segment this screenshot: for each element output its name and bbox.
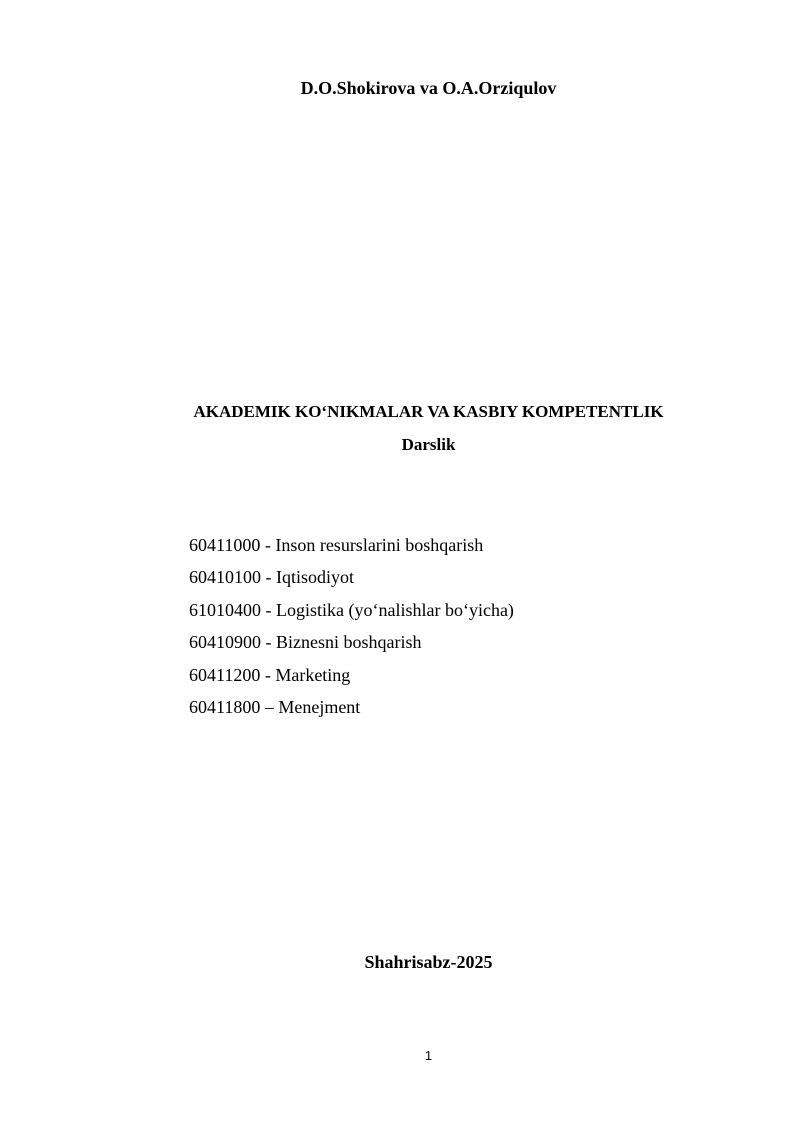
program-item: 60411200 - Marketing bbox=[189, 664, 351, 685]
document-subtitle: Darslik bbox=[401, 435, 456, 454]
page-number: 1 bbox=[424, 1048, 433, 1063]
program-list bbox=[189, 529, 514, 723]
city-year: Shahrisabz-2025 bbox=[364, 952, 493, 972]
document-title: AKADEMIK KO‘NIKMALAR VA KASBIY KOMPETENTLIK bbox=[193, 402, 664, 421]
program-item: 60410100 - Iqtisodiyot bbox=[189, 567, 354, 588]
program-item: 60410900 - Biznesni boshqarish bbox=[189, 632, 422, 653]
program-item: 60411000 - Inson resurslarini boshqarish bbox=[189, 535, 484, 555]
program-item: 60411800 – Menejment bbox=[189, 696, 361, 717]
program-item: 61010400 - Logistika (yo‘nalishlar bo‘yicha) bbox=[189, 599, 514, 620]
authors: D.O.Shokirova va O.A.Orziqulov bbox=[300, 78, 557, 98]
